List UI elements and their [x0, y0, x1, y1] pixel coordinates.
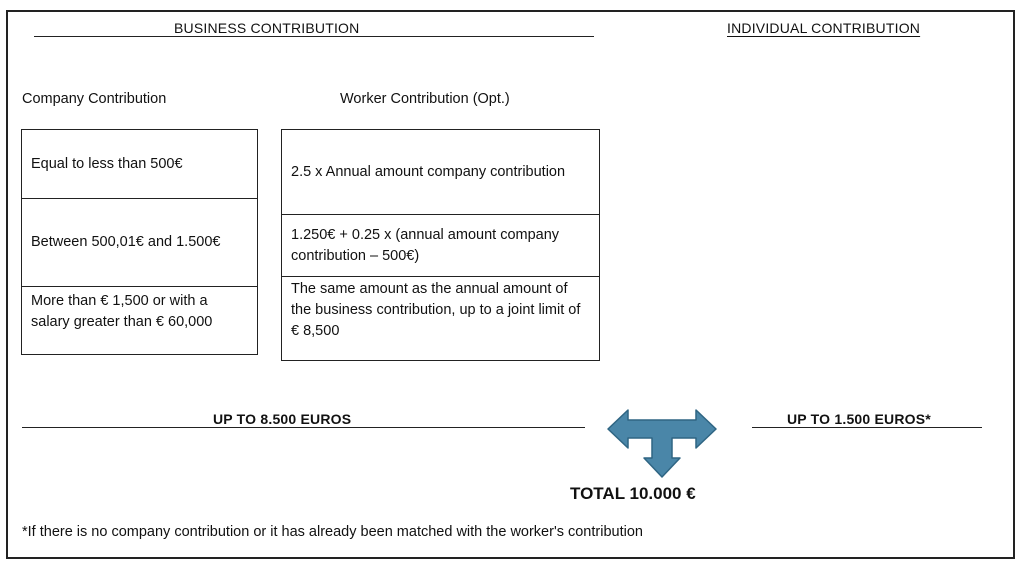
total-label: TOTAL 10.000 €	[570, 484, 696, 503]
worker-contribution-heading: Worker Contribution (Opt.)	[340, 91, 510, 107]
company-contribution-table	[21, 129, 258, 355]
company-row-1: Equal to less than 500€	[31, 155, 183, 172]
individual-contribution-header: INDIVIDUAL CONTRIBUTION	[727, 20, 921, 36]
table-row	[22, 130, 257, 198]
table-row	[22, 286, 257, 356]
company-contribution-heading: Company Contribution	[22, 91, 167, 107]
company-row-2: Between 500,01€ and 1.500€	[31, 234, 221, 250]
individual-limit-rule	[752, 427, 982, 428]
footnote: *If there is no company contribution or it has already been matched with the worker's contribution	[22, 524, 643, 540]
t-arrow-shape	[608, 410, 716, 477]
individual-limit-label: UP TO 1.500 EUROS*	[787, 411, 931, 427]
worker-contribution-table	[281, 129, 600, 361]
worker-row-2: 1.250€ + 0.25 x (annual amount company contribution – 500€)	[291, 226, 560, 264]
table-row	[282, 214, 599, 276]
table-row	[22, 198, 257, 286]
business-limit-rule	[22, 427, 585, 428]
worker-row-1: 2.5 x Annual amount company contribution	[291, 163, 566, 180]
table-row	[282, 276, 599, 362]
company-row-3: More than € 1,500 or with a salary greater than € 60,000	[31, 293, 213, 330]
business-limit-label: UP TO 8.500 EUROS	[213, 411, 352, 427]
worker-row-3: The same amount as the annual amount of the business contribution, up to a joint limit of € 8,500	[291, 281, 581, 339]
table-row	[282, 130, 599, 214]
business-contribution-header: BUSINESS CONTRIBUTION	[174, 20, 360, 36]
t-arrow-icon	[606, 408, 718, 480]
business-header-rule	[34, 36, 594, 37]
